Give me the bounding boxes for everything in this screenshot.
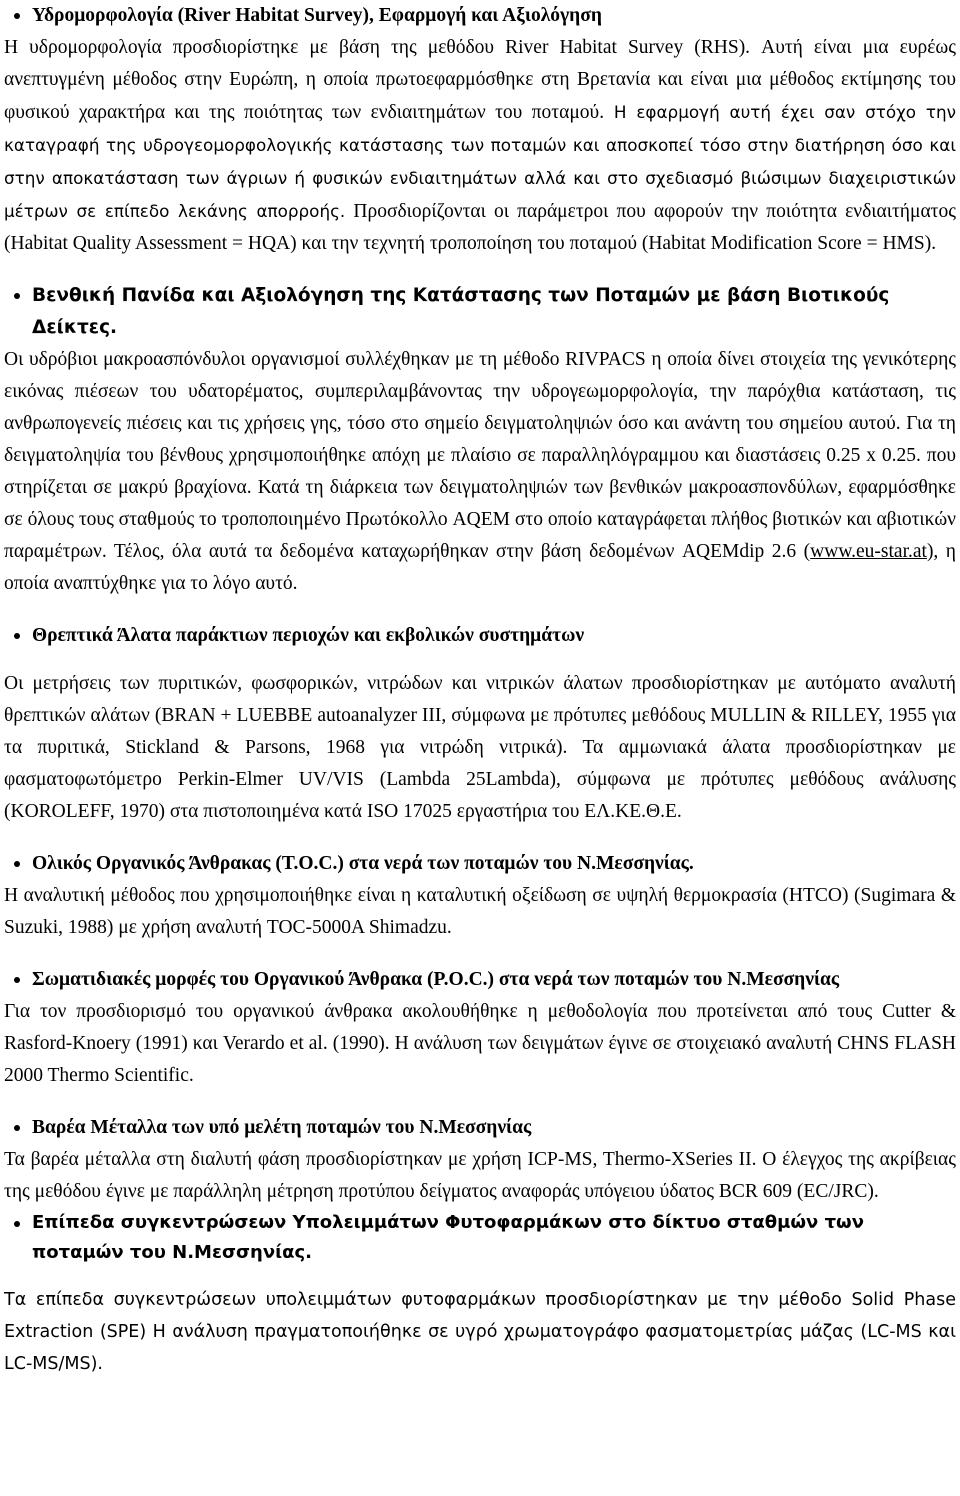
bullet-icon — [14, 1221, 20, 1227]
eu-star-link[interactable]: www.eu-star.at — [810, 541, 927, 562]
bullet-icon — [14, 633, 20, 639]
section-heading — [4, 0, 956, 32]
section-body — [4, 344, 956, 600]
section-heading-text: Ολικός Οργανικός Άνθρακας (Τ.Ο.C.) στα νερά των ποταμών του Ν.Μεσσηνίας. — [32, 853, 694, 874]
section-nutrients — [4, 620, 956, 828]
section-benthic-fauna — [4, 280, 956, 600]
bullet-icon — [14, 977, 20, 983]
body-text-application: Η εφαρμογή αυτή έχει σαν στόχο την καταγραφή της υδρογεομορφολογικής κατάστασης των ποταμών και αποσκοπεί τόσο στην διατήρηση όσο και στην αποκατάσταση των άγριων ή φυσικών ενδιαιτημάτων αλλά και στο σχεδιασμό βιώσιμων διαχειριστικών μέτρων σε επίπεδο λεκάνης απορροής. — [4, 102, 957, 221]
section-pesticide-residues — [4, 1208, 956, 1380]
section-body: Οι μετρήσεις των πυριτικών, φωσφορικών, νιτρώδων και νιτρικών άλατων προσδιορίστηκαν με αυτόματο αναλυτή θρεπτικών αλάτων (BRAN + LUEBBE autoanalyzer III, σύμφωνα με πρότυπες μεθόδους MULLIN & RILLEY, 1955 για τα πυριτικά, Stickland & Parsons, 1968 για νιτρώδη νιτρικά). Τα αμμωνιακά άλατα προσδιορίστηκαν με φασματοφωτόμετρο Perkin-Elmer UV/VIS (Lambda 25Lambda), σύμφωνα με πρότυπες μεθόδους ανάλυσης (KOROLEFF, 1970) στα πιστοποιημένα κατά ISO 17025 εργαστήρια του ΕΛ.ΚΕ.Θ.Ε. — [4, 673, 956, 822]
section-heading-text: Υδρομορφολογία (River Habitat Survey), Εφαρμογή και Αξιολόγηση — [32, 5, 602, 26]
body-text: Οι υδρόβιοι μακροασπόνδυλοι οργανισμοί συλλέχθηκαν με τη μέθοδο RIVPACS η οποία δίνει στοιχεία της γενικότερης εικόνας πιέσεων του υδατορέματος, συμπεριλαμβάνοντας την υδρογεωμορφολογία, την παρόχθια κατάσταση, τις ανθρωπογενείς πιέσεις και τις χρήσεις γης, τόσο στο σημείο δειγματοληψιών όσο και ανάντη του σημείου αυτού. Για τη δειγματοληψία του βένθους χρησιμοποιήθηκε απόχη με πλαίσιο σε παραλληλόγραμμου και διαστάσεις 0.25 x 0.25. που στηρίζεται σε μακρύ βραχίονα. Κατά τη διάρκεια των δειγματοληψιών των βενθικών μακροασπονδύλων, εφαρμόσθηκε σε όλους τους σταθμούς το τροποποιημένο Πρωτόκολλο AQEM στο οποίο καταγράφεται πλήθος βιοτικών και αβιοτικών παραμέτρων. Τέλος, όλα αυτά τα δεδομένα καταχωρήθηκαν στην βάση δεδομένων AQEMdip 2.6 ( — [4, 349, 956, 562]
body-text-tail: ), η οποία αναπτύχθηκε για το λόγο αυτό. — [4, 541, 956, 594]
body-text-parameters: Προσδιορίζονται οι παράμετροι που αφορούν την ποιότητα ενδιαιτήματος (Habitat Quality Assessment = HQA) και την τεχνητή τροποποίηση του ποταμού (Habitat Modification Score = HMS). — [4, 201, 956, 254]
section-body: Τα επίπεδα συγκεντρώσεων υπολειμμάτων φυτοφαρμάκων προσδιορίστηκαν με την μέθοδο Solid Phase Extraction (SPE) Η ανάλυση πραγματοποιήθηκε σε υγρό χρωματογράφο φασματομετρίας μάζας (LC-MS και LC-MS/MS). — [4, 1290, 956, 1374]
section-body: Η αναλυτική μέθοδος που χρησιμοποιήθηκε είναι η καταλυτική οξείδωση σε υψηλή θερμοκρασία (HTCO) (Sugimara & Suzuki, 1988) με χρήση αναλυτή TOC-5000A Shimadzu. — [4, 885, 956, 938]
section-heading-text: Βενθική Πανίδα και Αξιολόγηση της Κατάστασης των Ποταμών με βάση Βιοτικούς Δείκτες. — [32, 285, 890, 338]
section-heading — [4, 1112, 956, 1144]
section-heading-text: Σωματιδιακές μορφές του Οργανικού Άνθρακα (Ρ.Ο.C.) στα νερά των ποταμών του Ν.Μεσσηνίας — [32, 969, 840, 990]
section-heading — [4, 280, 956, 344]
section-heading — [4, 620, 956, 652]
section-body: Τα βαρέα μέταλλα στη διαλυτή φάση προσδιορίστηκαν με χρήση ICP-MS, Thermo-XSeries II. Ο έλεγχος της ακρίβειας της μεθόδου έγινε με παράλληλη μέτρηση προτύπου δείγματος αναφοράς υπόγειου ύδατος BCR 609 (EC/JRC). — [4, 1149, 956, 1202]
section-heading — [4, 964, 956, 996]
section-river-habitat-survey — [4, 0, 956, 260]
bullet-icon — [14, 293, 20, 299]
section-heading — [4, 1208, 956, 1268]
bullet-icon — [14, 1125, 20, 1131]
bullet-icon — [14, 861, 20, 867]
body-text-rhs: Η υδρομορφολογία προσδιορίστηκε με βάση της μεθόδου River Habitat Survey (RHS). Αυτή είναι μια ευρέως ανεπτυγμένη μέθοδος στην Ευρώπη, η οποία πρωτοεφαρμόσθηκε στη Βρετανία και είναι μια μέθοδος εκτίμησης του φυσικού χαρακτήρα και της ποιότητας των ενδιαιτημάτων του ποταμού. — [4, 37, 956, 123]
section-heading-text: Θρεπτικά Άλατα παράκτιων περιοχών και εκβολικών συστημάτων — [32, 625, 585, 646]
section-heavy-metals — [4, 1112, 956, 1208]
section-body: Για τον προσδιορισμό του οργανικού άνθρακα ακολουθήθηκε η μεθοδολογία που προτείνεται από τους Cutter & Rasford-Knoery (1991) και Verardo et al. (1990). Η ανάλυση των δειγμάτων έγινε σε στοιχειακό αναλυτή CHNS FLASH 2000 Thermo Scientific. — [4, 1001, 956, 1086]
section-heading — [4, 848, 956, 880]
section-particulate-organic-carbon — [4, 964, 956, 1092]
section-heading-text: Επίπεδα συγκεντρώσεων Υπολειμμάτων Φυτοφαρμάκων στο δίκτυο σταθμών των ποταμών του Ν.Μεσσηνίας. — [32, 1212, 864, 1263]
section-total-organic-carbon — [4, 848, 956, 944]
section-heading-text: Βαρέα Μέταλλα των υπό μελέτη ποταμών του Ν.Μεσσηνίας — [32, 1117, 532, 1138]
bullet-icon — [14, 13, 20, 19]
section-body — [4, 32, 956, 260]
